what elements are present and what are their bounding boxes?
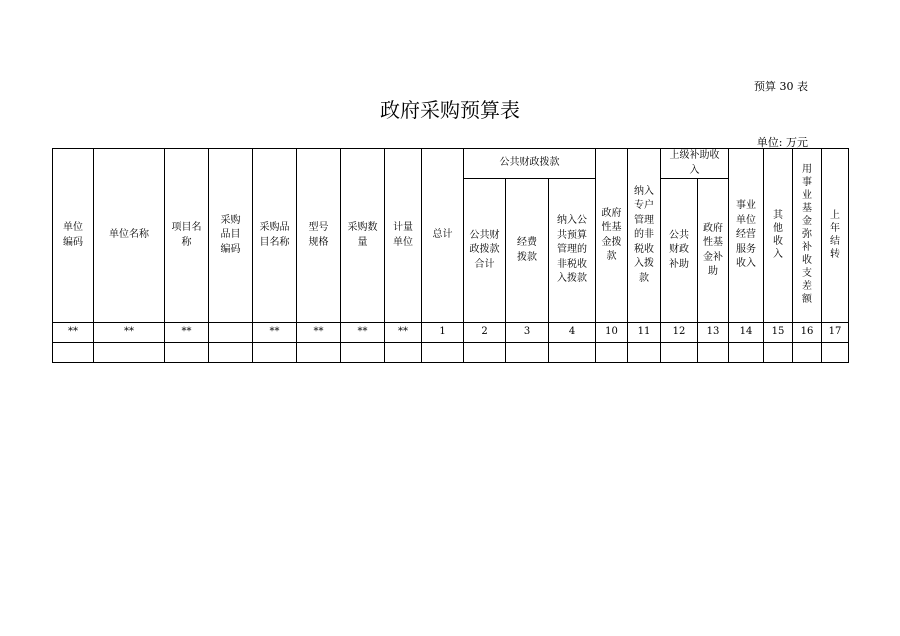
- number-cell: 1: [422, 323, 464, 343]
- number-cell: 4: [549, 323, 596, 343]
- number-cell: 17: [822, 323, 849, 343]
- number-cell: 16: [793, 323, 822, 343]
- number-cell: **: [253, 323, 297, 343]
- number-cell: **: [94, 323, 165, 343]
- empty-cell[interactable]: [253, 343, 297, 363]
- empty-cell[interactable]: [341, 343, 385, 363]
- empty-cell[interactable]: [628, 343, 661, 363]
- header-unit-name: 单位名称: [94, 149, 165, 323]
- empty-cell[interactable]: [464, 343, 506, 363]
- empty-data-row: [53, 343, 849, 363]
- number-cell: **: [297, 323, 341, 343]
- empty-cell[interactable]: [165, 343, 209, 363]
- header-gov-fund-subsidy: 政府性基金补助: [698, 179, 729, 323]
- number-cell: 10: [596, 323, 628, 343]
- header-model: 型号规格: [297, 149, 341, 323]
- header-carry-over: 上年结转: [822, 149, 849, 323]
- number-cell: 12: [661, 323, 698, 343]
- header-non-tax-income: 纳入公共预算管理的非税收入拨款: [549, 179, 596, 323]
- page-title: 政府采购预算表: [380, 98, 520, 122]
- header-special-account: 纳入专户管理的非税收入拨款: [628, 149, 661, 323]
- unit-label: 单位: 万元: [756, 136, 808, 149]
- header-public-finance-group: 公共财政拨款: [464, 149, 596, 179]
- header-unit-code: 单位编码: [53, 149, 94, 323]
- header-measure-unit: 计量单位: [385, 149, 422, 323]
- empty-cell[interactable]: [729, 343, 764, 363]
- empty-cell[interactable]: [698, 343, 729, 363]
- empty-cell[interactable]: [764, 343, 793, 363]
- number-cell: [209, 323, 253, 343]
- header-public-finance-total: 公共财政拨款合计: [464, 179, 506, 323]
- number-cell: **: [385, 323, 422, 343]
- empty-cell[interactable]: [793, 343, 822, 363]
- header-business-income: 事业单位经营服务收入: [729, 149, 764, 323]
- empty-cell[interactable]: [549, 343, 596, 363]
- empty-cell[interactable]: [209, 343, 253, 363]
- header-business-fund: 用事业基金弥补收支差额: [793, 149, 822, 323]
- header-total: 总计: [422, 149, 464, 323]
- empty-cell[interactable]: [661, 343, 698, 363]
- number-cell: 11: [628, 323, 661, 343]
- number-cell: 14: [729, 323, 764, 343]
- budget-table: [52, 148, 849, 363]
- header-quantity: 采购数量: [341, 149, 385, 323]
- empty-cell[interactable]: [506, 343, 549, 363]
- header-project-name: 项目名称: [165, 149, 209, 323]
- header-expense-allocation: 经费拨款: [506, 179, 549, 323]
- header-item-code: 采购品目编码: [209, 149, 253, 323]
- empty-cell[interactable]: [822, 343, 849, 363]
- header-superior-group: 上级补助收入: [661, 149, 729, 179]
- number-cell: **: [165, 323, 209, 343]
- number-cell: 3: [506, 323, 549, 343]
- empty-cell[interactable]: [297, 343, 341, 363]
- number-cell: 2: [464, 323, 506, 343]
- empty-cell[interactable]: [53, 343, 94, 363]
- header-gov-fund: 政府性基金拨款: [596, 149, 628, 323]
- page-code: 预算 30 表: [754, 80, 808, 93]
- header-public-subsidy: 公共财政补助: [661, 179, 698, 323]
- empty-cell[interactable]: [385, 343, 422, 363]
- header-item-name: 采购品目名称: [253, 149, 297, 323]
- number-cell: 13: [698, 323, 729, 343]
- number-cell: **: [341, 323, 385, 343]
- number-cell: **: [53, 323, 94, 343]
- empty-cell[interactable]: [596, 343, 628, 363]
- column-number-row: [53, 323, 849, 343]
- empty-cell[interactable]: [422, 343, 464, 363]
- empty-cell[interactable]: [94, 343, 165, 363]
- header-other-income: 其他收入: [764, 149, 793, 323]
- number-cell: 15: [764, 323, 793, 343]
